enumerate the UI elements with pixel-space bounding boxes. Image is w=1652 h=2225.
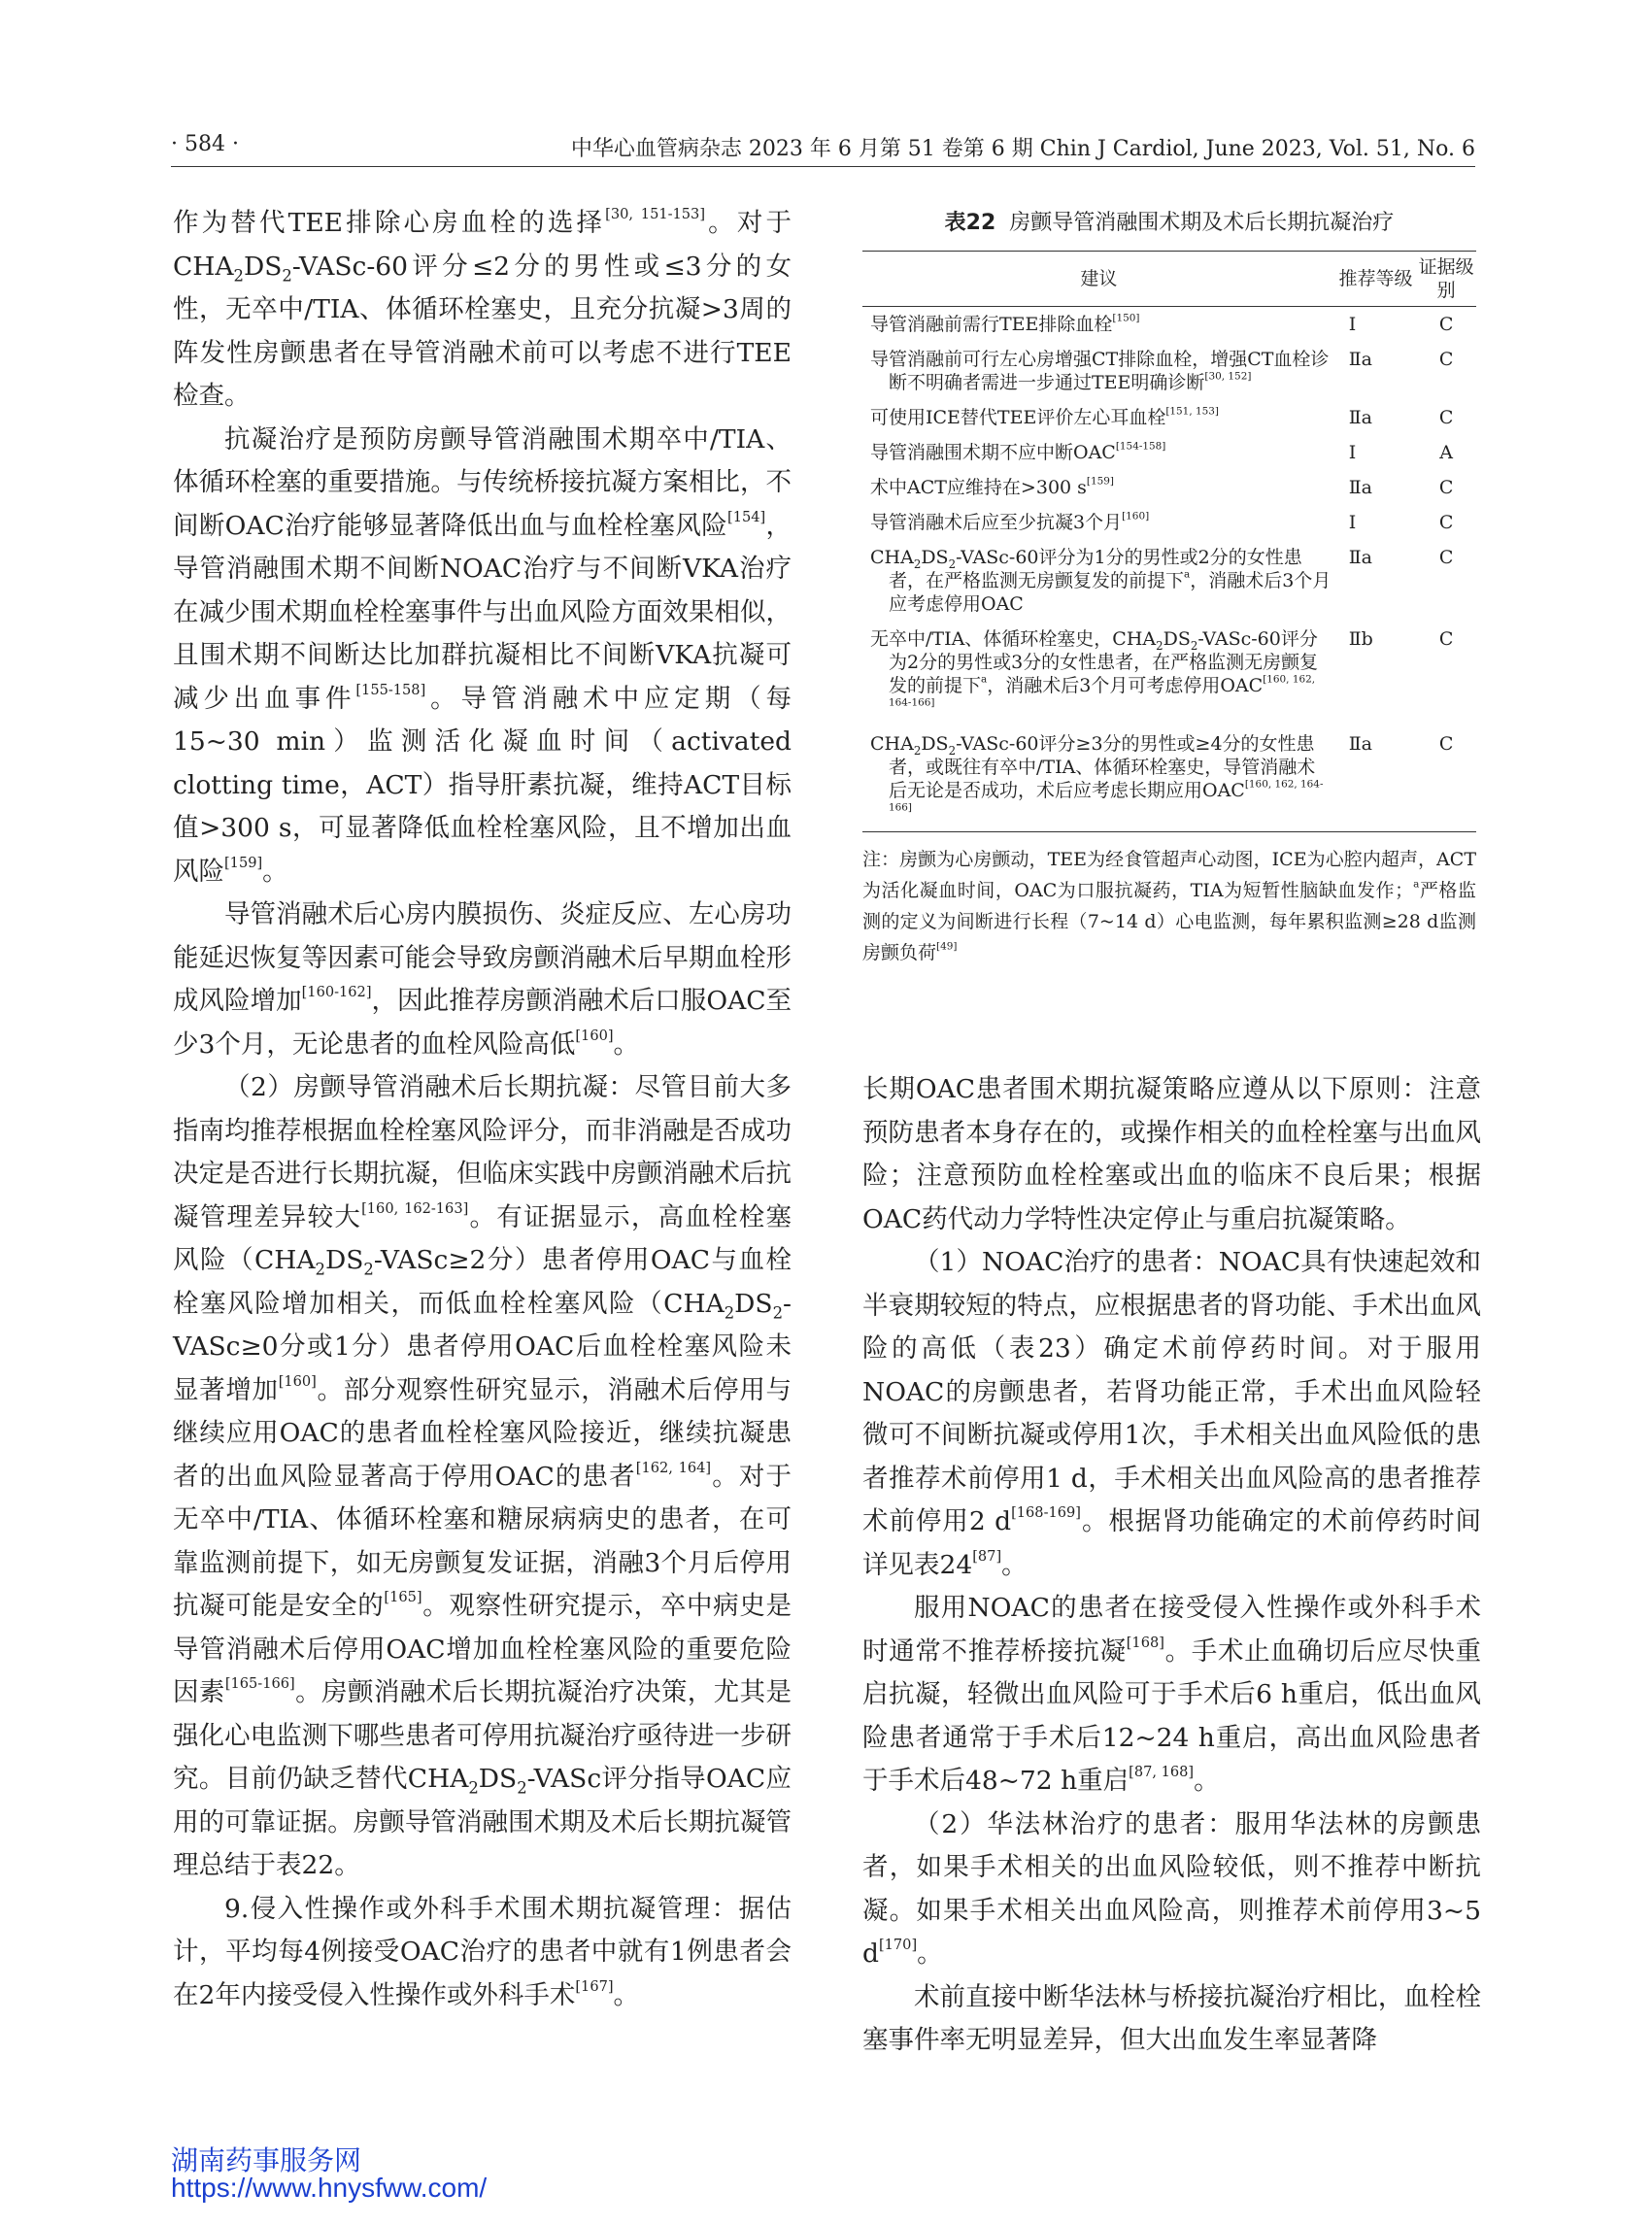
citation: [87] <box>972 1547 1002 1565</box>
watermark-url[interactable]: https://www.hnysfww.com/ <box>171 2173 488 2203</box>
left-column <box>173 202 792 2017</box>
table-22 <box>862 204 1476 968</box>
header-rule <box>171 166 1475 167</box>
paragraph: （1）NOAC治疗的患者：NOAC具有快速起效和半衰期较短的特点，应根据患者的肾功能、手术出血风险的高低（表23）确定术前停药时间。对于服用NOAC的房颤患者，若肾功能正常，手术出血风险轻微可不间断抗凝或停用1次，手术相关出血风险低的患者推荐术前停用1 d，手术相关出血风险高的患者推荐术前停用2 d[168-169]。根据肾功能确定的术前停药时间详见表24[87]。 <box>862 1247 1481 1580</box>
table-note: 注：房颤为心房颤动，TEE为经食管超声心动图，ICE为心腔内超声，ACT为活化凝血时间，OAC为口服抗凝药，TIA为短暂性脑缺血发作；$^a$严格监测的定义为间断进行长程（7~14 d）心电监测，每年累积监测≥28 d监测房颤负荷[49] <box>862 849 1476 963</box>
col-header-recommendation: 建议 <box>1080 268 1118 289</box>
paragraph: 作为替代TEE排除心房血栓的选择[30, 151-153]。对于$CHA_2DS_2-VASc-60$评分≤2分的男性或≤3分的女性，无卒中/TIA、体循环栓塞史，且充分抗凝>3周的阵发性房颤患者在导管消融术前可以考虑不进行TEE检查。 <box>173 205 792 411</box>
citation: [30, 151-153] <box>605 205 705 222</box>
journal-header: 中华心血管病杂志 2023 年 6 月第 51 卷第 6 期 Chin J Cardiol, June 2023, Vol. 51, No. 6 <box>570 137 1475 161</box>
paragraph: 术前直接中断华法林与桥接抗凝治疗相比，血栓栓塞事件率无明显差异，但大出血发生率显著降 <box>862 1981 1481 2055</box>
paragraph: 抗凝治疗是预防房颤导管消融围术期卒中/TIA、体循环栓塞的重要措施。与传统桥接抗凝方案相比，不间断OAC治疗能够显著降低出血与血栓栓塞风险[154]，导管消融围术期不间断NOAC治疗与不间断VKA治疗在减少围术期血栓栓塞事件与出血风险方面效果相似，且围术期不间断达比加群抗凝相比不间断VKA抗凝可减少出血事件[155-158]。导管消融术中应定期（每15~30 min）监测活化凝血时间（activated clotting time，ACT）指导肝素抗凝，维持ACT目标值>300 s，可显著降低血栓栓塞风险，且不增加出血风险[159]。 <box>173 423 792 887</box>
table-row: $CHA_2DS_2-VASc-60$评分为1分的男性或2分的女性患者，在严格监测无房颤复发的前提下$^a$，消融术后3个月应考虑停用OAC Ⅱa C <box>870 547 1454 615</box>
table-row: 导管消融前需行TEE排除血栓[150] Ⅰ C <box>870 312 1454 335</box>
citation: [160, 162-163] <box>361 1199 469 1217</box>
citation: [160] <box>575 1027 614 1044</box>
col-header-level: 证据级别 <box>1418 256 1474 301</box>
paragraph: 服用NOAC的患者在接受侵入性操作或外科手术时通常不推荐桥接抗凝[168]。手术止血确切后应尽快重启抗凝，轻微出血风险可于手术后6 h重启，低出血风险患者通常于手术后12~24 h重启，高出血风险患者于手术后48~72 h重启[87, 168]。 <box>862 1593 1482 1796</box>
citation: [170] <box>878 1936 918 1953</box>
watermark-site-name: 湖南药事服务网 <box>171 2145 362 2175</box>
table-caption: 表22 房颤导管消融围术期及术后长期抗凝治疗 <box>944 211 1395 235</box>
paragraph: 长期OAC患者围术期抗凝策略应遵从以下原则：注意预防患者本身存在的，或操作相关的血栓栓塞与出血风险；注意预防血栓栓塞或出血的临床不良后果；根据OAC药代动力学特性决定停止与重启抗凝策略。 <box>862 1074 1481 1234</box>
citation: [160] <box>278 1372 317 1390</box>
citation: [165] <box>384 1588 422 1605</box>
table-row: 导管消融术后应至少抗凝3个月[160] Ⅰ C <box>870 510 1454 533</box>
table-row: 导管消融围术期不应中断OAC[154-158] Ⅰ A <box>870 440 1454 463</box>
col-header-class: 推荐等级 <box>1338 268 1413 289</box>
table-row: 可使用ICE替代TEE评价左心耳血栓[151, 153] Ⅱa C <box>870 405 1454 428</box>
citation: [162, 164] <box>635 1459 712 1476</box>
paragraph: （2）房颤导管消融术后长期抗凝：尽管目前大多指南均推荐根据血栓栓塞风险评分，而非消融是否成功决定是否进行长期抗凝，但临床实践中房颤消融术后抗凝管理差异较大[160, 162-163]。有证据显示，高血栓栓塞风险（$CHA_2DS_2-VASc\ge 2$分）患者停用OAC与血栓栓塞风险增加相关，而低血栓栓塞风险（$CHA_2DS_2-VASc\ge 0$分或1分）患者停用OAC后血栓栓塞风险未显著增加[160]。部分观察性研究显示，消融术后停用与继续应用OAC的患者血栓栓塞风险接近，继续抗凝患者的出血风险显著高于停用OAC的患者[162, 164]。对于无卒中/TIA、体循环栓塞和糖尿病病史的患者，在可靠监测前提下，如无房颤复发证据，消融3个月后停用抗凝可能是安全的[165]。观察性研究提示，卒中病史是导管消融术后停用OAC增加血栓栓塞风险的重要危险因素[165-166]。房颤消融术后长期抗凝治疗决策，尤其是强化心电监测下哪些患者可停用抗凝治疗亟待进一步研究。目前仍缺乏替代$CHA_2DS_2$-VASc评分指导OAC应用的可靠证据。房颤导管消融围术期及术后长期抗凝管理总结于表22。 <box>173 1072 792 1880</box>
citation: [154] <box>727 508 766 525</box>
citation: [165-166] <box>224 1674 295 1692</box>
paragraph: 9.侵入性操作或外科手术围术期抗凝管理：据估计，平均每4例接受OAC治疗的患者中就有1例患者会在2年内接受侵入性操作或外科手术[167]。 <box>173 1893 792 2010</box>
citation: [155-158] <box>355 681 426 698</box>
citation: [168] <box>1126 1634 1164 1651</box>
table-row: $CHA_2DS_2-VASc-60$评分≥3分的男性或≥4分的女性患者，或既往有卒中/TIA、体循环栓塞史，导管消融术后无论是否成功，术后应考虑长期应用OAC[160, 162, 164-166] Ⅱa C <box>862 726 1476 832</box>
citation: [159] <box>224 854 263 871</box>
citation: [168-169] <box>1011 1503 1081 1521</box>
page-number: · 584 · <box>171 132 239 156</box>
paragraph: 导管消融术后心房内膜损伤、炎症反应、左心房功能延迟恢复等因素可能会导致房颤消融术后早期血栓形成风险增加[160-162]，因此推荐房颤消融术后口服OAC至少3个月，无论患者的血栓风险高低[160]。 <box>173 899 792 1060</box>
right-column <box>862 1068 1481 2063</box>
table-row: 导管消融前可行左心房增强CT排除血栓，增强CT血栓诊断不明确者需进一步通过TEE明确诊断[30, 152] Ⅱa C <box>870 349 1454 393</box>
citation: [160-162] <box>301 983 372 1000</box>
paragraph: （2）华法林治疗的患者：服用华法林的房颤患者，如果手术相关的出血风险较低，则不推荐中断抗凝。如果手术相关出血风险高，则推荐术前停用3~5 d[170]。 <box>862 1808 1481 1969</box>
citation: [167] <box>575 1977 614 1995</box>
recommendation-table <box>862 251 1476 832</box>
table-row: 无卒中/TIA、体循环栓塞史，$CHA_2DS_2-VASc-60$评分为2分的男性或3分的女性患者，在严格监测无房颤复发的前提下$^a$，消融术后3个月可考虑停用OAC[160, 162, 164-166] Ⅱb C <box>870 628 1454 709</box>
table-row: 术中ACT应维持在>300 s[159] Ⅱa C <box>870 475 1454 498</box>
citation: [87, 168] <box>1129 1763 1195 1780</box>
